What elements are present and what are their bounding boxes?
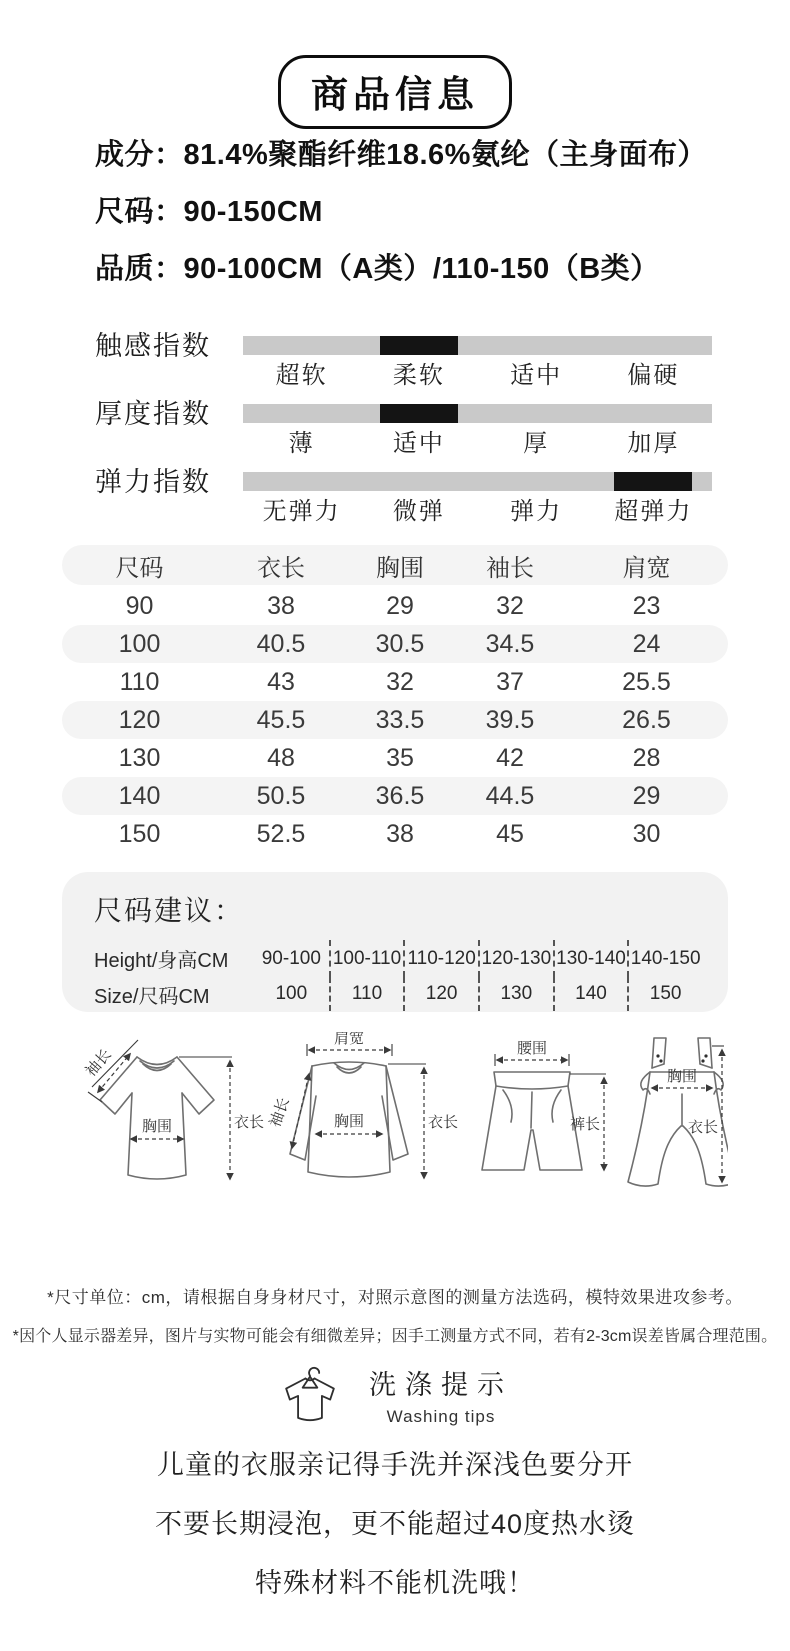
size-table-cell: 26.5 <box>622 705 671 734</box>
suggestion-size-row <box>94 977 702 1011</box>
index-option-label: 偏硬 <box>627 362 680 389</box>
size-table-cell: 30.5 <box>375 629 425 658</box>
index-option-label: 超软 <box>275 362 328 389</box>
tshirt-diagram <box>82 1040 264 1179</box>
page-title: 商品信息 <box>278 55 512 129</box>
size-table-cell: 50.5 <box>256 781 306 810</box>
washing-instruction: 不要长期浸泡，更不能超过40度热水烫 <box>154 1509 636 1539</box>
size-table-cell: 28 <box>632 743 661 772</box>
pants-length-label: 裤长 <box>569 1116 600 1133</box>
size-suggestion-panel <box>62 872 728 1012</box>
index-option-label: 薄 <box>288 430 315 457</box>
size-table-header-cell: 尺码 <box>115 554 164 582</box>
index-option-label: 弹力 <box>510 498 563 525</box>
suggestion-size-cell: 100 <box>275 983 308 1004</box>
size-table-cell: 38 <box>386 819 414 848</box>
size-table-cell: 24 <box>632 629 661 658</box>
size-table-row <box>62 777 728 815</box>
index-options <box>243 362 712 389</box>
suggestion-height-row <box>94 940 702 977</box>
washing-instruction: 特殊材料不能机洗哦！ <box>255 1568 535 1598</box>
shorts-diagram <box>482 1040 606 1170</box>
washing-tips-subtitle: Washing tips <box>386 1407 496 1426</box>
index-bar-wrap <box>243 394 712 457</box>
suggestion-size-cell: 120 <box>403 977 478 1011</box>
washing-instruction: 儿童的衣服亲记得手洗并深浅色要分开 <box>157 1450 633 1480</box>
size-table-row <box>62 815 728 853</box>
index-bar <box>243 472 712 491</box>
suggestion-size-cell: 110 <box>329 977 404 1011</box>
suggestion-size-cell: 130 <box>478 977 553 1011</box>
index-option-label: 微弹 <box>392 498 445 525</box>
index-row <box>95 394 712 457</box>
measurement-diagrams <box>62 1032 728 1217</box>
size-table-cell: 40.5 <box>256 629 306 658</box>
washing-tips-titles <box>369 1363 513 1427</box>
index-bars-section <box>95 326 712 530</box>
fine-print <box>0 1283 790 1346</box>
size-table-cell: 120 <box>118 705 161 734</box>
index-label: 厚度指数 <box>95 399 211 429</box>
index-bar-active-segment <box>614 472 692 491</box>
overalls-diagram <box>628 1038 728 1186</box>
size-table-cell: 39.5 <box>485 705 535 734</box>
size-table-cell: 110 <box>119 667 160 696</box>
size-table-cell: 30 <box>632 819 661 848</box>
chest-label: 胸围 <box>333 1113 365 1130</box>
index-option-label: 适中 <box>392 430 445 457</box>
index-bar <box>243 404 712 423</box>
index-row <box>95 462 712 525</box>
index-options <box>243 498 712 525</box>
suggestion-height-cell: 140-150 <box>627 940 702 977</box>
shoulder-width-label: 肩宽 <box>333 1032 365 1047</box>
size-table-cell: 48 <box>267 743 295 772</box>
size-suggestion-title: 尺码建议： <box>94 895 245 926</box>
longsleeve-diagram <box>267 1032 458 1178</box>
suggestion-height-cell: 130-140 <box>553 940 628 977</box>
size-table-row <box>62 663 728 701</box>
index-row <box>95 326 712 389</box>
size-table-row <box>62 739 728 777</box>
title-badge-wrap <box>0 55 790 129</box>
sleeve-length-label: 袖长 <box>82 1046 115 1080</box>
garment-length-label: 衣长 <box>428 1114 459 1131</box>
size-table-cell: 32 <box>386 667 414 696</box>
index-bar <box>243 336 712 355</box>
suggestion-size-label: Size/尺码CM <box>94 985 210 1008</box>
size-table-cell: 34.5 <box>485 629 535 658</box>
size-table-cell: 33.5 <box>375 705 425 734</box>
size-table <box>62 545 728 853</box>
note-tolerance: *因个人显示器差异，图片与实物可能会有细微差异；因手工测量方式不同，若有2-3cm误差皆属合理范围。 <box>12 1328 778 1345</box>
size-table-cell: 35 <box>386 743 414 772</box>
index-option-label: 超弹力 <box>614 498 693 525</box>
attribute-label: 品质： <box>95 253 184 285</box>
washing-tips-section <box>0 1363 790 1620</box>
size-table-cell: 43 <box>267 667 295 696</box>
product-attributes <box>95 140 707 311</box>
suggestion-height-cell: 120-130 <box>478 940 553 977</box>
attribute-label: 成分： <box>95 139 184 171</box>
index-option-label: 厚 <box>523 430 550 457</box>
garment-length-label: 衣长 <box>234 1114 265 1131</box>
size-table-cell: 140 <box>118 781 161 810</box>
index-option-label: 柔软 <box>392 362 445 389</box>
attribute-value: 81.4%聚酯纤维18.6%氨纶（主身面布） <box>183 139 707 171</box>
size-table-header-cell: 肩宽 <box>622 554 671 582</box>
chest-label: 胸围 <box>141 1118 173 1135</box>
index-bar-active-segment <box>380 404 458 423</box>
size-table-cell: 52.5 <box>256 819 306 848</box>
size-table-cell: 38 <box>267 591 295 620</box>
size-table-cell: 29 <box>386 591 414 620</box>
size-table-row <box>62 587 728 625</box>
index-options <box>243 430 712 457</box>
size-table-row <box>62 625 728 663</box>
size-table-cell: 37 <box>496 667 524 696</box>
size-table-cell: 90 <box>125 591 154 620</box>
suggestion-height-cell: 90-100 <box>261 947 321 969</box>
index-label: 弹力指数 <box>95 467 211 497</box>
size-table-body <box>62 587 728 853</box>
note-measure-unit: *尺寸单位：cm，请根据自身身材尺寸，对照示意图的测量方法选码，模特效果进攻参考。 <box>47 1288 743 1307</box>
size-table-cell: 29 <box>632 781 661 810</box>
attribute-composition <box>95 140 707 171</box>
index-bar-wrap <box>243 326 712 389</box>
size-table-cell: 32 <box>496 591 524 620</box>
size-table-cell: 44.5 <box>485 781 535 810</box>
size-table-row <box>62 701 728 739</box>
attribute-value: 90-150CM <box>183 196 323 228</box>
size-table-cell: 100 <box>118 629 161 658</box>
size-table-header-cell: 衣长 <box>257 554 305 582</box>
size-table-header-cell: 胸围 <box>376 554 424 582</box>
size-table-cell: 23 <box>632 591 661 620</box>
size-table-header-cell: 袖长 <box>486 554 534 582</box>
size-table-cell: 42 <box>496 743 524 772</box>
attribute-quality <box>95 254 707 285</box>
attribute-label: 尺码： <box>95 196 184 228</box>
index-label: 触感指数 <box>95 331 211 361</box>
suggestion-height-cell: 110-120 <box>403 940 478 977</box>
size-table-header <box>62 545 728 585</box>
size-table-cell: 45.5 <box>256 705 306 734</box>
attribute-value: 90-100CM（A类）/110-150（B类） <box>183 253 660 285</box>
size-table-cell: 25.5 <box>622 667 671 696</box>
waist-label: 腰围 <box>516 1040 548 1057</box>
chest-label: 胸围 <box>666 1068 698 1085</box>
washing-tips-header <box>0 1363 790 1427</box>
size-table-cell: 150 <box>118 819 161 848</box>
suggestion-size-cell: 140 <box>553 977 628 1011</box>
garment-diagrams-illustration <box>62 1032 728 1217</box>
suggestion-height-cell: 100-110 <box>329 940 404 977</box>
attribute-size-range <box>95 197 707 228</box>
size-table-cell: 36.5 <box>375 781 425 810</box>
index-option-label: 适中 <box>510 362 563 389</box>
suggestion-height-label: Height/身高CM <box>94 950 229 972</box>
size-table-cell: 45 <box>496 819 524 848</box>
index-bar-active-segment <box>380 336 458 355</box>
size-table-cell: 130 <box>118 743 161 772</box>
index-option-label: 加厚 <box>627 430 680 457</box>
suggestion-size-cell: 150 <box>627 977 702 1011</box>
sleeve-length-label: 袖长 <box>266 1095 293 1130</box>
index-bar-wrap <box>243 462 712 525</box>
index-option-label: 无弹力 <box>262 498 341 525</box>
washing-tips-title: 洗涤提示 <box>369 1370 513 1400</box>
hanger-shirt-icon <box>277 1364 343 1426</box>
garment-length-label: 衣长 <box>687 1119 718 1136</box>
